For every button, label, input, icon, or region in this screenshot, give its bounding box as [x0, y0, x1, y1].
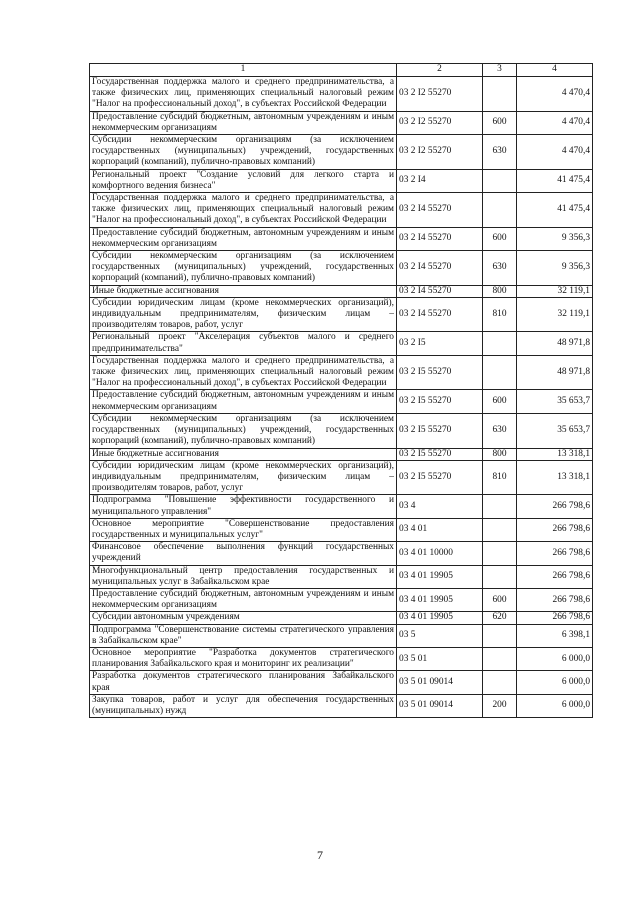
cell-name: Субсидии некоммерческим организациям (за исключением государственных (муниципальных) учреждений, государственных корпораций (компаний), публично-правовых компаний)	[90, 251, 397, 286]
page-number: 7	[317, 848, 323, 862]
cell-amount: 41 475,4	[517, 169, 593, 192]
cell-amount: 9 356,3	[517, 251, 593, 286]
cell-amount: 6 000,0	[517, 694, 593, 717]
cell-name: Закупка товаров, работ и услуг для обеспечения государственных (муниципальных) нужд	[90, 694, 397, 717]
column-header-expense-type: 3	[483, 64, 517, 77]
column-header-amount: 4	[517, 64, 593, 77]
table-row	[90, 77, 593, 112]
cell-amount: 6 000,0	[517, 671, 593, 694]
cell-expense-type	[483, 169, 517, 192]
cell-expense-type: 600	[483, 227, 517, 250]
table-header-row	[90, 64, 593, 77]
table-row	[90, 169, 593, 192]
cell-name: Подпрограмма "Совершенствование системы стратегического управления в Забайкальском крае"	[90, 624, 397, 647]
column-header-name: 1	[90, 64, 397, 77]
cell-expense-type: 600	[483, 111, 517, 134]
table-row	[90, 413, 593, 448]
cell-code: 03 2 I2 55270	[397, 135, 483, 170]
cell-amount: 4 470,4	[517, 111, 593, 134]
table-row	[90, 227, 593, 250]
cell-amount: 266 798,6	[517, 542, 593, 565]
cell-expense-type: 630	[483, 251, 517, 286]
table-row	[90, 588, 593, 611]
cell-code: 03 2 I2 55270	[397, 77, 483, 112]
cell-name: Государственная поддержка малого и среднего предпринимательства, а также физических лиц, применяющих специальный налоговый режим "Налог на профессиональный доход", в субъектах Российской Федерации	[90, 355, 397, 390]
cell-expense-type: 630	[483, 413, 517, 448]
cell-amount: 6 000,0	[517, 647, 593, 670]
cell-name: Предоставление субсидий бюджетным, автономным учреждениям и иным некоммерческим организациям	[90, 227, 397, 250]
cell-expense-type	[483, 77, 517, 112]
cell-code: 03 2 I5 55270	[397, 355, 483, 390]
cell-name: Государственная поддержка малого и среднего предпринимательства, а также физических лиц, применяющих специальный налоговый режим "Налог на профессиональный доход", в субъектах Российской Федерации	[90, 193, 397, 228]
cell-code: 03 4	[397, 495, 483, 518]
table-row	[90, 495, 593, 518]
cell-name: Государственная поддержка малого и среднего предпринимательства, а также физических лиц, применяющих специальный налоговый режим "Налог на профессиональный доход", в субъектах Российской Федерации	[90, 77, 397, 112]
cell-code: 03 2 I5 55270	[397, 413, 483, 448]
cell-expense-type	[483, 355, 517, 390]
cell-name: Основное мероприятие "Разработка документов стратегического планирования Забайкальского края и мониторинг их реализации"	[90, 647, 397, 670]
cell-code: 03 2 I4 55270	[397, 297, 483, 332]
cell-code: 03 4 01 19905	[397, 565, 483, 588]
table-row	[90, 542, 593, 565]
cell-name: Субсидии юридическим лицам (кроме некоммерческих организаций), индивидуальным предпринимателям, физическим лицам – производителям товаров, работ, услуг	[90, 297, 397, 332]
cell-name: Региональный проект "Создание условий для легкого старта и комфортного ведения бизнеса"	[90, 169, 397, 192]
cell-expense-type: 800	[483, 285, 517, 297]
table-row	[90, 565, 593, 588]
cell-amount: 6 398,1	[517, 624, 593, 647]
table-row	[90, 193, 593, 228]
cell-code: 03 2 I4 55270	[397, 227, 483, 250]
table-row	[90, 647, 593, 670]
cell-amount: 35 653,7	[517, 413, 593, 448]
cell-amount: 266 798,6	[517, 518, 593, 541]
cell-name: Субсидии некоммерческим организациям (за исключением государственных (муниципальных) учреждений, государственных корпораций (компаний), публично-правовых компаний)	[90, 413, 397, 448]
cell-expense-type	[483, 542, 517, 565]
table-row	[90, 135, 593, 170]
cell-code: 03 2 I5 55270	[397, 460, 483, 495]
cell-name: Предоставление субсидий бюджетным, автономным учреждениям и иным некоммерческим организациям	[90, 390, 397, 413]
cell-code: 03 2 I4 55270	[397, 285, 483, 297]
table-row	[90, 332, 593, 355]
cell-amount: 266 798,6	[517, 495, 593, 518]
cell-amount: 41 475,4	[517, 193, 593, 228]
cell-expense-type	[483, 671, 517, 694]
cell-expense-type: 800	[483, 448, 517, 460]
table-row	[90, 111, 593, 134]
cell-expense-type: 620	[483, 612, 517, 624]
cell-name: Финансовое обеспечение выполнения функций государственных учреждений	[90, 542, 397, 565]
column-header-code: 2	[397, 64, 483, 77]
cell-amount: 4 470,4	[517, 77, 593, 112]
cell-amount: 35 653,7	[517, 390, 593, 413]
cell-name: Основное мероприятие "Совершенствование предоставления государственных и муниципальных услуг"	[90, 518, 397, 541]
cell-expense-type: 630	[483, 135, 517, 170]
cell-code: 03 2 I5 55270	[397, 390, 483, 413]
cell-name: Субсидии юридическим лицам (кроме некоммерческих организаций), индивидуальным предпринимателям, физическим лицам – производителям товаров, работ, услуг	[90, 460, 397, 495]
table-row	[90, 355, 593, 390]
cell-amount: 266 798,6	[517, 612, 593, 624]
cell-amount: 32 119,1	[517, 285, 593, 297]
cell-amount: 13 318,1	[517, 460, 593, 495]
cell-amount: 48 971,8	[517, 355, 593, 390]
cell-name: Предоставление субсидий бюджетным, автономным учреждениям и иным некоммерческим организациям	[90, 588, 397, 611]
cell-expense-type: 600	[483, 588, 517, 611]
cell-expense-type: 810	[483, 460, 517, 495]
table-row	[90, 251, 593, 286]
cell-amount: 32 119,1	[517, 297, 593, 332]
cell-code: 03 5 01	[397, 647, 483, 670]
cell-name: Подпрограмма "Повышение эффективности государственного и муниципального управления"	[90, 495, 397, 518]
cell-name: Субсидии некоммерческим организациям (за исключением государственных (муниципальных) учреждений, государственных корпораций (компаний), публично-правовых компаний)	[90, 135, 397, 170]
budget-table	[89, 63, 593, 718]
cell-expense-type: 600	[483, 390, 517, 413]
table-row	[90, 671, 593, 694]
cell-code: 03 5	[397, 624, 483, 647]
cell-code: 03 4 01 10000	[397, 542, 483, 565]
cell-name: Иные бюджетные ассигнования	[90, 285, 397, 297]
cell-amount: 13 318,1	[517, 448, 593, 460]
table-row	[90, 285, 593, 297]
cell-code: 03 2 I4 55270	[397, 251, 483, 286]
table-row	[90, 518, 593, 541]
table-row	[90, 297, 593, 332]
table-row	[90, 390, 593, 413]
cell-expense-type	[483, 624, 517, 647]
cell-name: Субсидии автономным учреждениям	[90, 612, 397, 624]
cell-code: 03 4 01 19905	[397, 612, 483, 624]
cell-code: 03 2 I5	[397, 332, 483, 355]
table-row	[90, 624, 593, 647]
cell-name: Предоставление субсидий бюджетным, автономным учреждениям и иным некоммерческим организациям	[90, 111, 397, 134]
cell-expense-type	[483, 518, 517, 541]
cell-name: Иные бюджетные ассигнования	[90, 448, 397, 460]
cell-expense-type	[483, 565, 517, 588]
cell-expense-type: 810	[483, 297, 517, 332]
cell-code: 03 4 01	[397, 518, 483, 541]
cell-code: 03 4 01 19905	[397, 588, 483, 611]
cell-code: 03 5 01 09014	[397, 694, 483, 717]
cell-expense-type	[483, 495, 517, 518]
cell-name: Разработка документов стратегического планирования Забайкальского края	[90, 671, 397, 694]
cell-name: Региональный проект "Акселерация субъектов малого и среднего предпринимательства"	[90, 332, 397, 355]
cell-name: Многофункциональный центр предоставления государственных и муниципальных услуг в Забайкальском крае	[90, 565, 397, 588]
table-row	[90, 460, 593, 495]
cell-expense-type: 200	[483, 694, 517, 717]
table-row	[90, 612, 593, 624]
cell-expense-type	[483, 193, 517, 228]
cell-code: 03 2 I4	[397, 169, 483, 192]
cell-amount: 4 470,4	[517, 135, 593, 170]
cell-amount: 266 798,6	[517, 565, 593, 588]
cell-amount: 48 971,8	[517, 332, 593, 355]
table-row	[90, 448, 593, 460]
cell-amount: 266 798,6	[517, 588, 593, 611]
cell-code: 03 2 I4 55270	[397, 193, 483, 228]
cell-expense-type	[483, 647, 517, 670]
cell-code: 03 5 01 09014	[397, 671, 483, 694]
cell-amount: 9 356,3	[517, 227, 593, 250]
cell-expense-type	[483, 332, 517, 355]
cell-code: 03 2 I5 55270	[397, 448, 483, 460]
table-row	[90, 694, 593, 717]
cell-code: 03 2 I2 55270	[397, 111, 483, 134]
